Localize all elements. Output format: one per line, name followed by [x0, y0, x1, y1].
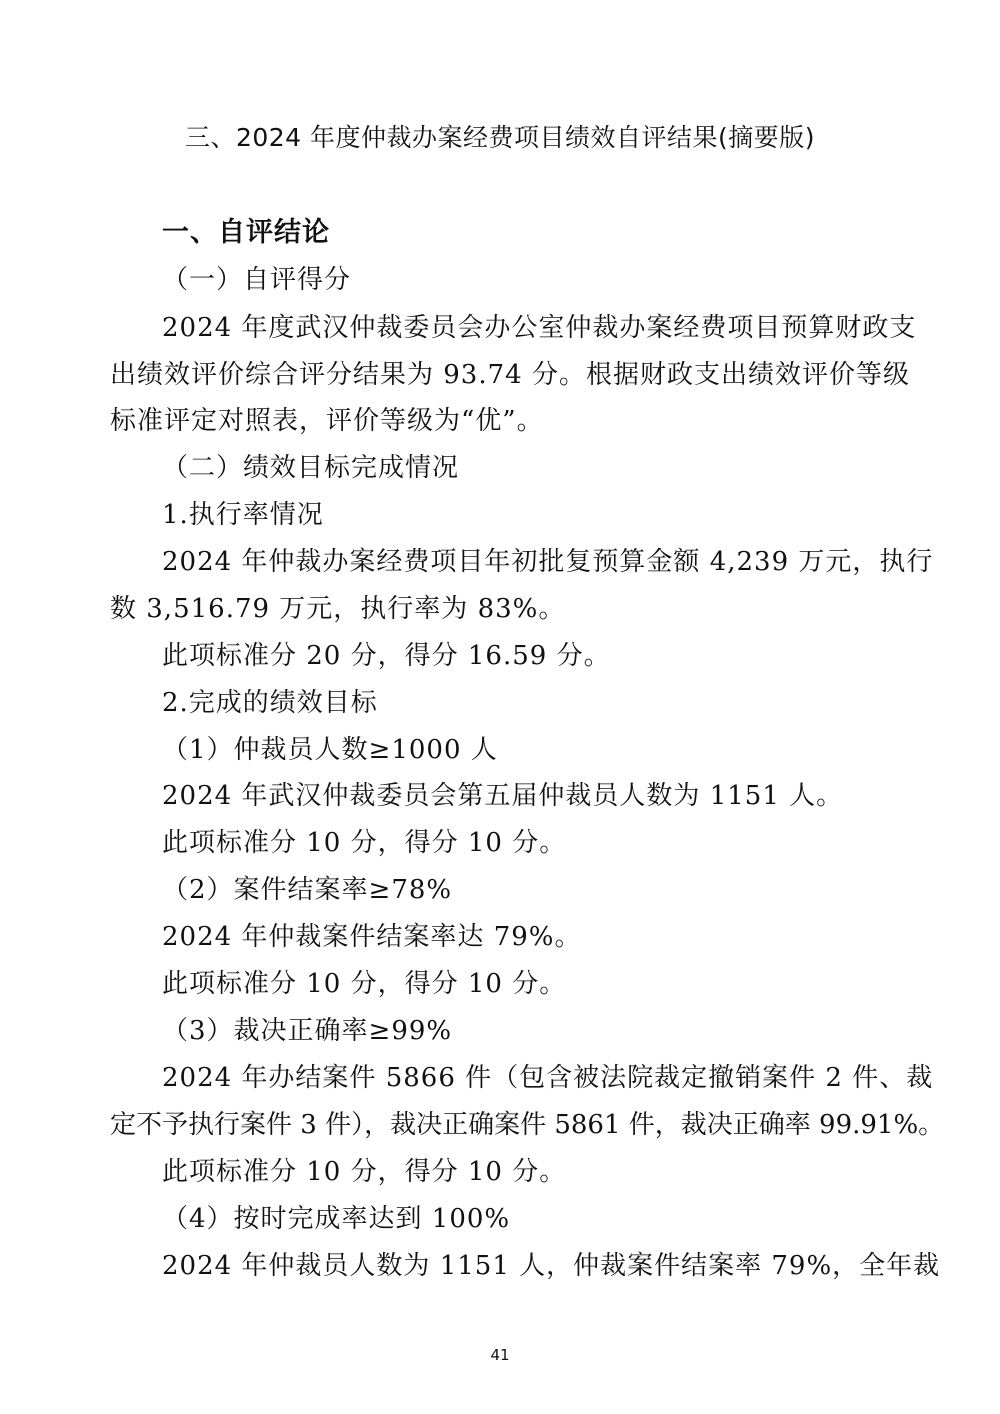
- subsection-heading-goal-completion: （二）绩效目标完成情况: [162, 453, 460, 483]
- item-heading: （2）案件结案率≥78%: [162, 875, 453, 905]
- document-title: 三、2024 年度仲裁办案经费项目绩效自评结果(摘要版): [184, 123, 816, 152]
- item-heading: （3）裁决正确率≥99%: [162, 1016, 453, 1046]
- score-line: 此项标准分 10 分，得分 10 分。: [162, 1157, 567, 1187]
- score-line: 此项标准分 10 分，得分 10 分。: [162, 969, 567, 999]
- paragraph-line: 2024 年仲裁案件结案率达 79%。: [162, 922, 582, 952]
- paragraph-line: 2024 年度武汉仲裁委员会办公室仲裁办案经费项目预算财政支: [162, 313, 917, 343]
- paragraph-line: 2024 年办结案件 5866 件（包含被法院裁定撤销案件 2 件、裁: [162, 1063, 934, 1093]
- paragraph-line: 定不予执行案件 3 件），裁决正确案件 5861 件，裁决正确率 99.91%。: [110, 1110, 945, 1140]
- item-heading: （4）按时完成率达到 100%: [162, 1204, 511, 1234]
- page-number: 41: [490, 1346, 510, 1364]
- item-heading: （1）仲裁员人数≥1000 人: [162, 735, 498, 765]
- score-line: 此项标准分 20 分，得分 16.59 分。: [162, 641, 611, 671]
- paragraph-line: 数 3,516.79 万元，执行率为 83%。: [110, 594, 566, 624]
- paragraph-line: 2024 年仲裁员人数为 1151 人，仲裁案件结案率 79%，全年裁: [162, 1251, 941, 1281]
- score-line: 此项标准分 10 分，得分 10 分。: [162, 828, 567, 858]
- paragraph-line: 标准评定对照表，评价等级为“优”。: [110, 406, 544, 436]
- subsection-heading-self-score: （一）自评得分: [162, 265, 352, 295]
- paragraph-line: 2024 年武汉仲裁委员会第五届仲裁员人数为 1151 人。: [162, 781, 844, 811]
- section-heading-self-evaluation-conclusion: 一、自评结论: [162, 217, 330, 248]
- sub-heading-execution-rate: 1.执行率情况: [162, 500, 324, 530]
- paragraph-line: 出绩效评价综合评分结果为 93.74 分。根据财政支出绩效评价等级: [110, 360, 910, 390]
- sub-heading-completed-goals: 2.完成的绩效目标: [162, 688, 378, 718]
- paragraph-line: 2024 年仲裁办案经费项目年初批复预算金额 4,239 万元，执行: [162, 547, 934, 577]
